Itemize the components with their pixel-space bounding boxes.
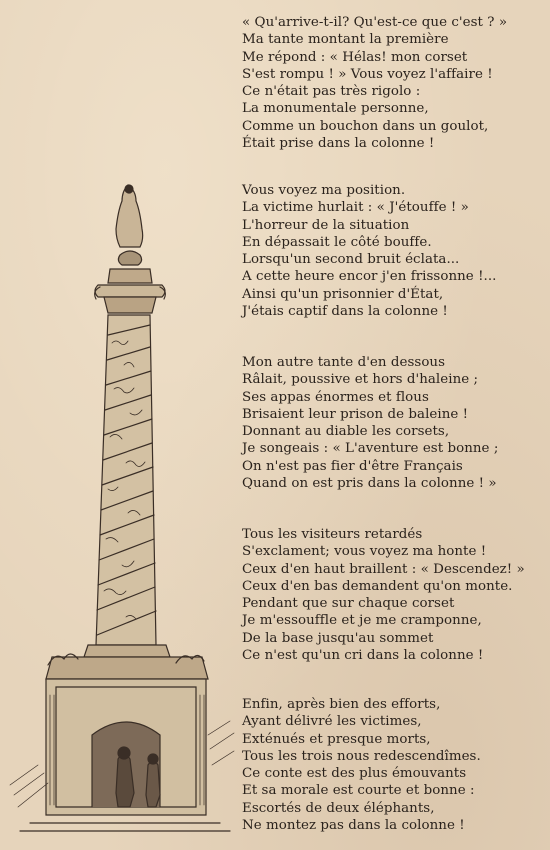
poem-line: Ayant délivré les victimes, bbox=[242, 714, 422, 730]
poem-line: Lorsqu'un second bruit éclata... bbox=[242, 252, 460, 268]
stanza-3 bbox=[242, 354, 542, 492]
poem-line: S'est rompu ! » Vous voyez l'affaire ! bbox=[242, 66, 493, 82]
poem-line: Ceux d'en haut braillent : « Descendez! » bbox=[242, 561, 525, 577]
poem-line: « Qu'arrive-t-il? Qu'est-ce que c'est ? » bbox=[242, 15, 508, 30]
poem-line: Brisaient leur prison de baleine ! bbox=[242, 406, 469, 422]
poem-line: Ce n'est qu'un cri dans la colonne ! bbox=[242, 648, 484, 664]
column-engraving-icon bbox=[0, 175, 240, 845]
poem-line: Tous les trois nous redescendîmes. bbox=[242, 748, 481, 764]
poem-line: Vous voyez ma position. bbox=[242, 183, 406, 198]
poem-line: Ne montez pas dans la colonne ! bbox=[242, 818, 465, 834]
stanza-5 bbox=[242, 696, 542, 834]
poem-line: En dépassait le côté bouffe. bbox=[242, 234, 432, 250]
poem-line: Ceux d'en bas demandent qu'on monte. bbox=[242, 578, 513, 594]
stanza-4 bbox=[242, 526, 542, 664]
stanza-1 bbox=[242, 14, 542, 152]
poem-line: Tous les visiteurs retardés bbox=[242, 527, 423, 542]
poem-line: A cette heure encor j'en frissonne !... bbox=[242, 269, 497, 285]
poem-line: Ainsi qu'un prisonnier d'État, bbox=[242, 286, 444, 302]
poem-line: J'étais captif dans la colonne ! bbox=[242, 304, 448, 320]
poem-line: Pendant que sur chaque corset bbox=[242, 596, 455, 612]
poem-line: Quand on est pris dans la colonne ! » bbox=[242, 476, 497, 492]
poem-line: On n'est pas fier d'être Français bbox=[242, 458, 463, 474]
poem-line: La monumentale personne, bbox=[242, 101, 429, 117]
poem-line: Ce conte est des plus émouvants bbox=[242, 766, 467, 782]
poem-line: Enfin, après bien des efforts, bbox=[242, 697, 441, 712]
poem-line: Ce n'était pas très rigolo : bbox=[242, 84, 421, 100]
poem-line: Escortés de deux éléphants, bbox=[242, 800, 435, 816]
poem-line: Mon autre tante d'en dessous bbox=[242, 355, 446, 370]
poem-line: Je songeais : « L'aventure est bonne ; bbox=[242, 441, 499, 457]
poem-line: Et sa morale est courte et bonne : bbox=[242, 783, 475, 799]
poem-line: Me répond : « Hélas! mon corset bbox=[242, 49, 468, 65]
poem-line: Donnant au diable les corsets, bbox=[242, 424, 450, 440]
poem-line: Comme un bouchon dans un goulot, bbox=[242, 118, 489, 134]
poem-line: Râlait, poussive et hors d'haleine ; bbox=[242, 372, 479, 388]
poem-line: L'horreur de la situation bbox=[242, 217, 410, 233]
poem-line: De la base jusqu'au sommet bbox=[242, 630, 434, 646]
poem-line: Était prise dans la colonne ! bbox=[242, 136, 435, 152]
poem-line: Exténués et presque morts, bbox=[242, 731, 431, 747]
poem-line: Je m'essouffle et je me cramponne, bbox=[242, 613, 482, 629]
poem-line: Ses appas énormes et flous bbox=[242, 389, 429, 405]
poem-line: La victime hurlait : « J'étouffe ! » bbox=[242, 200, 469, 216]
poem-line: Ma tante montant la première bbox=[242, 32, 449, 48]
stanza-2 bbox=[242, 182, 542, 320]
poem-line: S'exclament; vous voyez ma honte ! bbox=[242, 544, 487, 560]
